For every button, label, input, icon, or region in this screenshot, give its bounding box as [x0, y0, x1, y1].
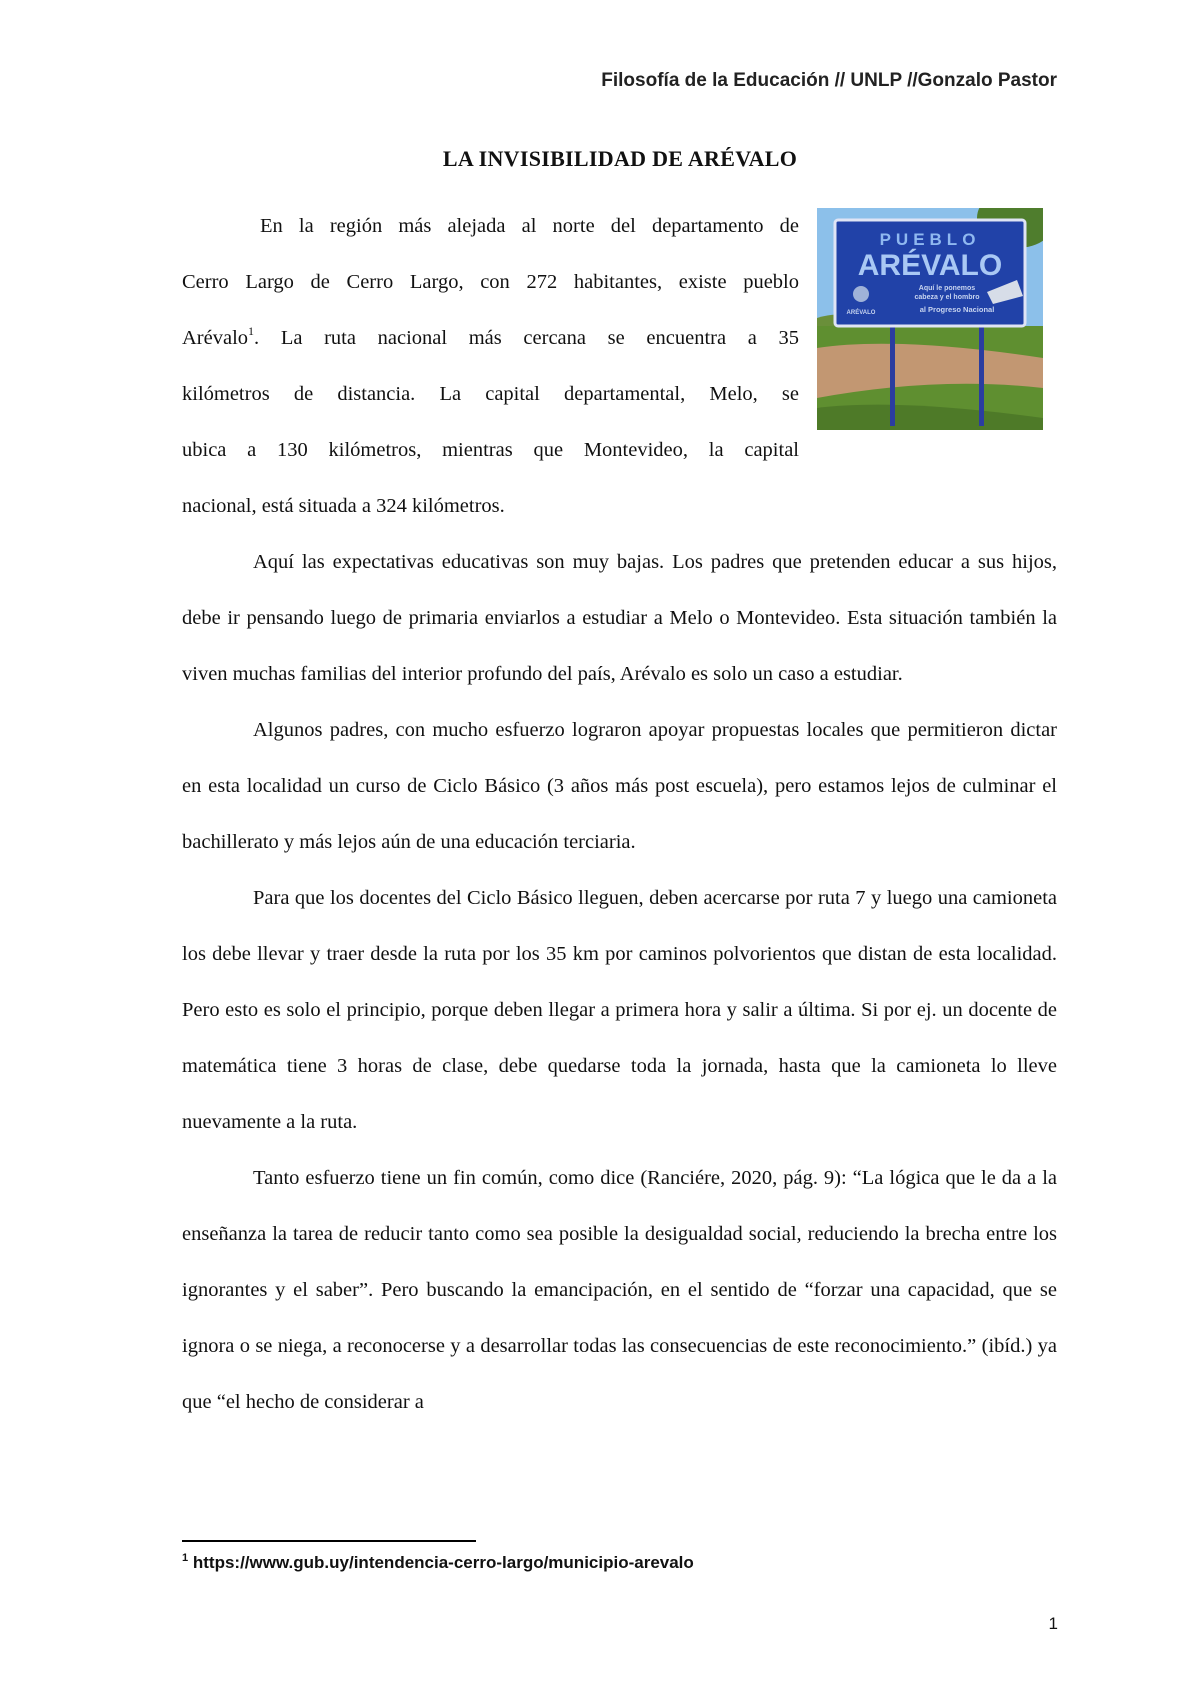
intro-line: kilómetros de distancia. La capital departamental, Melo, se — [182, 383, 799, 405]
body-paragraph: Tanto esfuerzo tiene un fin común, como dice (Ranciére, 2020, pág. 9): “La lógica que le da a la enseñanza la tarea de reducir tanto como sea posible la desigualdad social, reduciendo la brecha entre los ignorantes y el saber”. Pero buscando la emancipación, en el sentido de “forzar una capacidad, que se ignora o se niega, a reconocerse y a desarrollar todas las consecuencias de este reconocimiento.” (ibíd.) ya que “el hecho de considerar a — [182, 1167, 1057, 1413]
footnote-separator — [182, 1540, 476, 1542]
footnote-link[interactable]: https://www.gub.uy/intendencia-cerro-largo/municipio-arevalo — [192, 1553, 694, 1572]
body-paragraph: Algunos padres, con mucho esfuerzo lograron apoyar propuestas locales que permitieron dictar en esta localidad un curso de Ciclo Básico (3 años más post escuela), pero estamos lejos de culminar el bachillerato y más lejos aún de una educación terciaria. — [182, 719, 1057, 853]
page-header: Filosofía de la Educación // UNLP //Gonzalo Pastor — [601, 70, 1057, 91]
footnote — [182, 1553, 694, 1573]
sign-slogan2: cabeza y el hombro — [914, 294, 980, 301]
intro-line: nacional, está situada a 324 kilómetros. — [182, 495, 505, 517]
sign-small-logo: ARÉVALO — [846, 310, 876, 316]
document-body — [182, 198, 1057, 1430]
page-number: 1 — [1048, 1614, 1058, 1633]
body-paragraph: Para que los docentes del Ciclo Básico lleguen, deben acercarse por ruta 7 y luego una camioneta los debe llevar y traer desde la ruta por los 35 km por caminos polvorientos que distan de esta localidad. Pero esto es solo el principio, porque deben llegar a primera hora y salir a última. Si por ej. un docente de matemática tiene 3 horas de clase, debe quedarse toda la jornada, hasta que la camioneta lo lleve nuevamente a la ruta. — [182, 887, 1057, 1133]
document-title: LA INVISIBILIDAD DE ARÉVALO — [442, 146, 798, 171]
sign-slogan3: al Progreso Nacional — [919, 305, 995, 314]
intro-line: ubica a 130 kilómetros, mientras que Montevideo, la capital — [182, 439, 799, 461]
sign-slogan1: Aquí le ponemos — [918, 285, 976, 292]
footnote-ref[interactable]: 1 — [248, 324, 255, 338]
sign-line1: PUEBLO — [879, 230, 981, 249]
intro-line: Arévalo$^1$. La ruta nacional más cercana se encuentra a 35 — [182, 324, 799, 349]
sign-line2: ARÉVALO — [857, 249, 1003, 282]
body-paragraph: Aquí las expectativas educativas son muy bajas. Los padres que pretenden educar a sus hijos, debe ir pensando luego de primaria enviarlos a estudiar a Melo o Montevideo. Esta situación también la viven muchas familias del interior profundo del país, Arévalo es solo un caso a estudiar. — [182, 551, 1057, 685]
intro-paragraph — [182, 198, 799, 534]
footnote-marker: 1 — [182, 1552, 189, 1564]
intro-line: Cerro Largo de Cerro Largo, con 272 habitantes, existe pueblo — [182, 271, 799, 293]
intro-line: En la región más alejada al norte del departamento de — [260, 215, 799, 237]
